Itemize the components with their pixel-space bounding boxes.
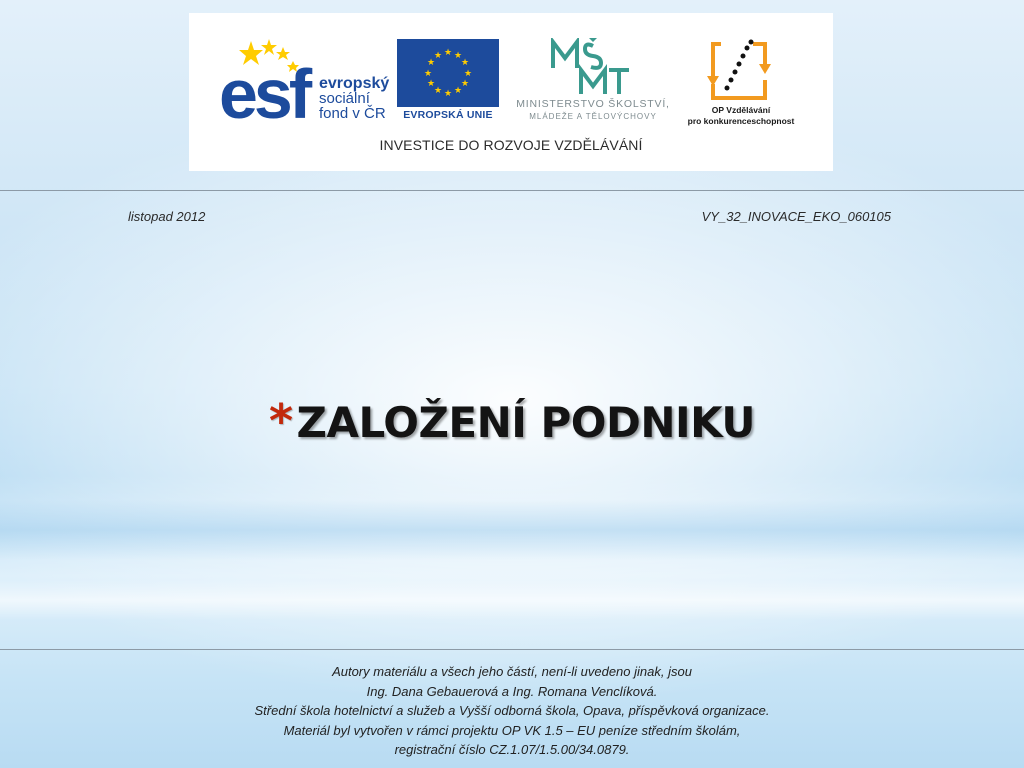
- slide-title: [0, 394, 1024, 448]
- bottom-divider: [0, 649, 1024, 650]
- eu-caption: EVROPSKÁ UNIE: [403, 109, 493, 121]
- op-line-2: pro konkurenceschopnost: [687, 116, 795, 126]
- op-mark-icon: [707, 38, 777, 104]
- background-band-light: [0, 580, 1024, 620]
- svg-text:★: ★: [443, 89, 453, 99]
- material-code-label: VY_32_INOVACE_EKO_060105: [701, 209, 891, 224]
- date-label: listopad 2012: [128, 209, 206, 224]
- investice-tagline: INVESTICE DO ROZVOJE VZDĚLÁVÁNÍ: [379, 137, 643, 153]
- esf-logo: [219, 39, 390, 133]
- background-band: [0, 500, 1024, 560]
- logo-banner: [189, 13, 833, 171]
- svg-text:★: ★: [460, 79, 470, 89]
- svg-text:★: ★: [463, 69, 473, 79]
- svg-text:★: ★: [453, 51, 463, 61]
- msmt-line-1: MINISTERSTVO ŠKOLSTVÍ,: [516, 98, 670, 110]
- footer-line-2: Ing. Dana Gebauerová a Ing. Romana Venclíková.: [366, 683, 658, 699]
- msmt-mark-icon: [545, 38, 641, 96]
- op-line-1: OP Vzdělávání: [711, 105, 771, 115]
- svg-text:★: ★: [433, 51, 443, 61]
- footer-line-3: Střední škola hotelnictví a služeb a Vyšší odborná škola, Opava, příspěvková organizace.: [254, 703, 770, 719]
- footer-line-4: Materiál byl vytvořen v rámci projektu OP VK 1.5 – EU peníze středním školám,: [283, 722, 741, 738]
- title-text: ZALOŽENÍ PODNIKU: [296, 398, 756, 447]
- eu-stars-icon: [397, 39, 499, 107]
- svg-text:★: ★: [453, 86, 463, 96]
- svg-text:★: ★: [443, 48, 453, 58]
- msmt-line-2: MLÁDEŽE A TĚLOVÝCHOVY: [529, 112, 657, 121]
- svg-text:★: ★: [423, 69, 433, 79]
- esf-letters: esf: [219, 55, 309, 133]
- footer-line-1: Autory materiálu a všech jeho částí, není-li uvedeno jinak, jsou: [332, 664, 692, 679]
- svg-text:★: ★: [426, 58, 436, 68]
- title-bullet: *: [268, 394, 293, 448]
- esf-word-2: sociální: [319, 90, 370, 107]
- svg-text:★: ★: [433, 86, 443, 96]
- top-divider: [0, 190, 1024, 191]
- eu-flag-icon: [397, 39, 499, 107]
- msmt-logo: [505, 38, 681, 126]
- footer-credits: [0, 662, 1024, 760]
- esf-words: [319, 76, 389, 121]
- eu-logo: [397, 39, 499, 123]
- esf-word-1: evropský: [319, 75, 390, 92]
- footer-line-5: registrační číslo CZ.1.07/1.5.00/34.0879.: [394, 742, 630, 758]
- svg-text:★: ★: [426, 79, 436, 89]
- esf-word-3: fond v ČR: [319, 105, 386, 122]
- svg-text:★: ★: [460, 58, 470, 68]
- op-vzdelavani-logo: [683, 38, 803, 128]
